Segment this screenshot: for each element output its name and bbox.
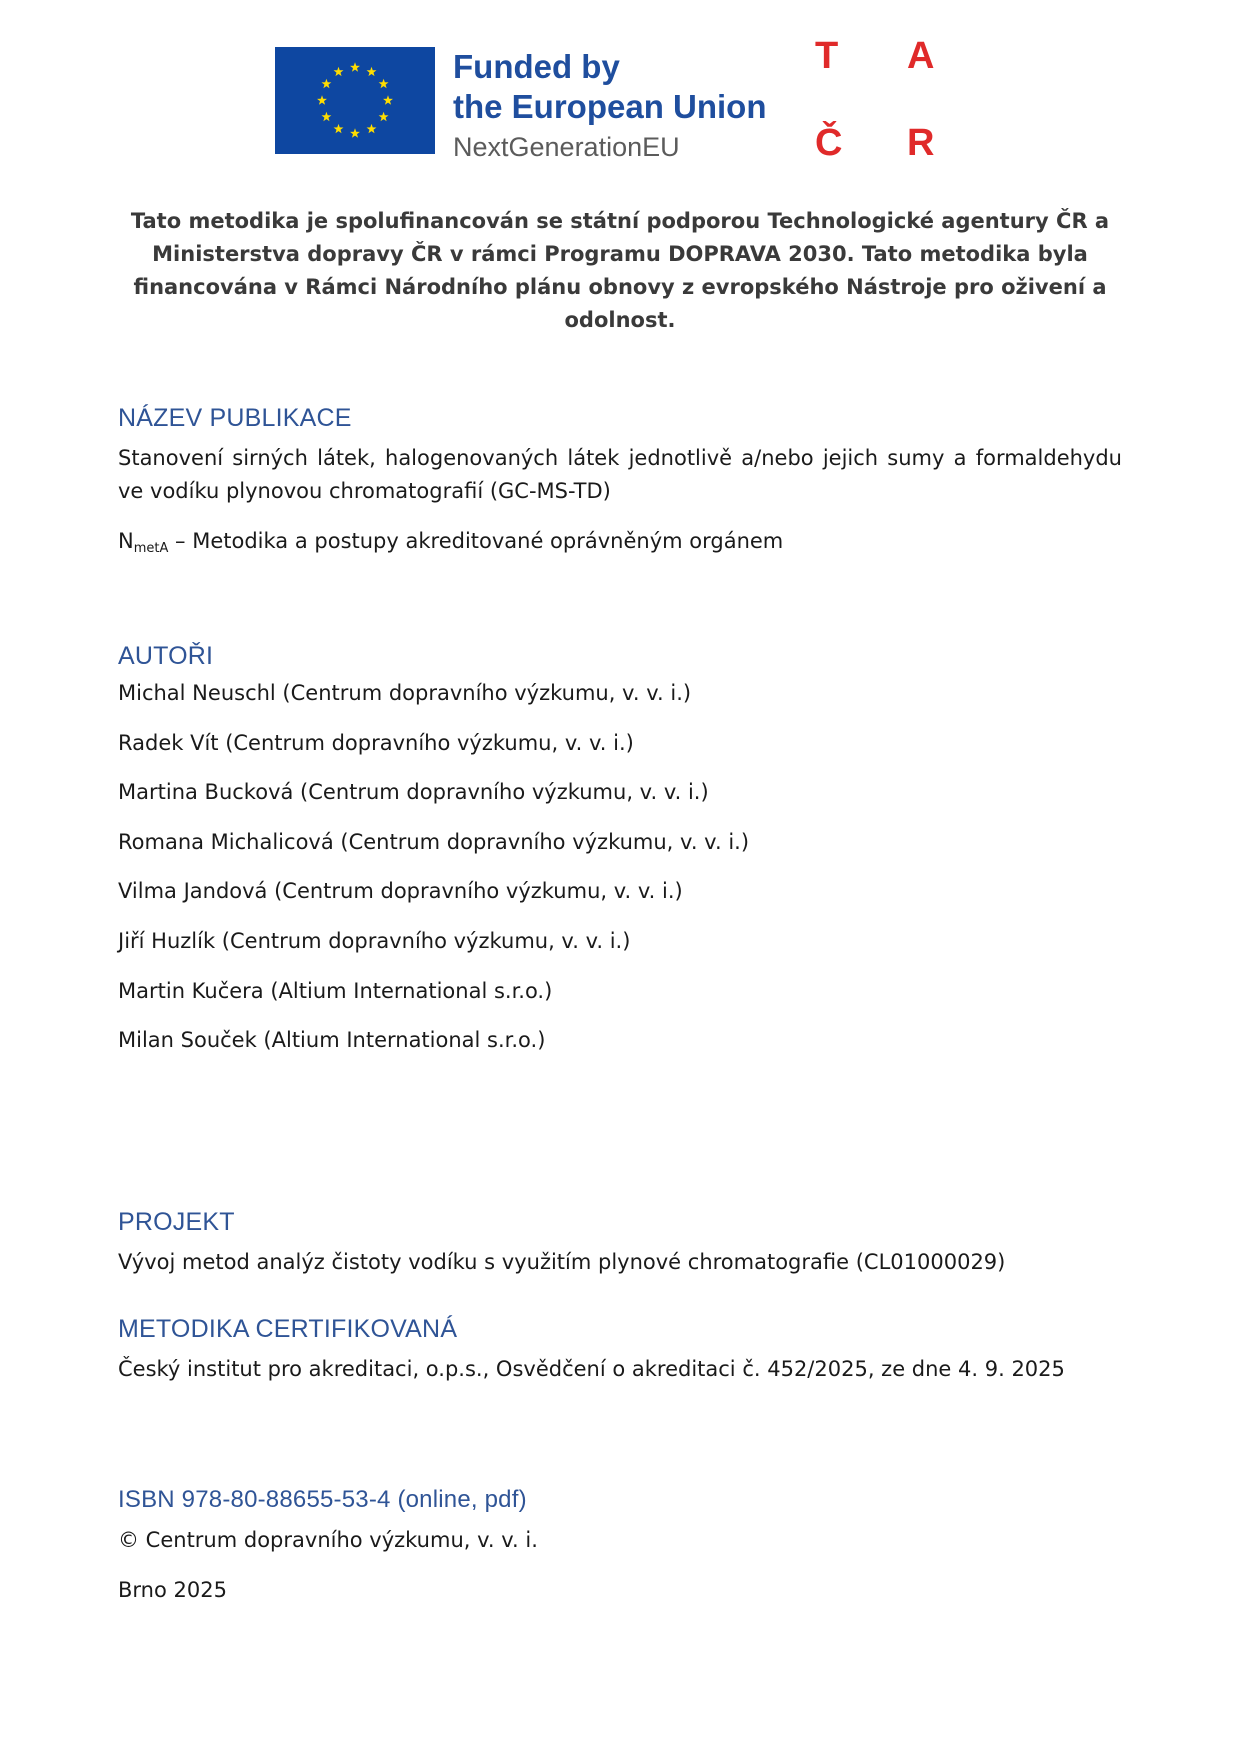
tacr-letter-t: T (815, 35, 839, 77)
eu-star-icon (379, 112, 389, 121)
eu-logo-line-1: Funded by (453, 48, 620, 85)
eu-star-icon (367, 124, 377, 133)
eu-star-icon (334, 124, 344, 133)
eu-funding-logo (275, 47, 775, 162)
eu-star-icon (317, 95, 327, 104)
eu-star-icon (379, 79, 389, 88)
tacr-letter-c: Č (815, 122, 843, 164)
place-year: Brno 2025 (118, 1578, 227, 1602)
publication-type-main: N (118, 529, 134, 553)
tacr-logo (815, 36, 955, 166)
author-item: Michal Neuschl (Centrum dopravního výzkumu, v. v. i.) (118, 681, 692, 705)
author-item: Romana Michalicová (Centrum dopravního výzkumu, v. v. i.) (118, 829, 750, 854)
author-item: Milan Souček (Altium International s.r.o.) (118, 1028, 546, 1053)
eu-star-icon (350, 128, 360, 137)
isbn: ISBN 978-80-88655-53-4 (online, pdf) (118, 1486, 527, 1513)
eu-star-icon (383, 95, 393, 104)
eu-stars-icon (275, 47, 435, 154)
eu-star-icon (350, 62, 360, 71)
project-text: Vývoj metod analýz čistoty vodíku s využitím plynové chromatografie (CL01000029) (118, 1250, 1006, 1274)
eu-star-icon (367, 67, 377, 76)
author-item: Vilma Jandová (Centrum dopravního výzkumu, v. v. i.) (118, 879, 683, 904)
publication-type (118, 525, 783, 565)
author-item: Jiří Huzlík (Centrum dopravního výzkumu, v. v. i.) (118, 928, 631, 953)
funding-note: Tato metodika je spolufinancován se státní podporou Technologické agentury ČR a Ministerstva dopravy ČR v rámci Programu DOPRAVA 2030. Tato metodika byla financována v Rámci Národního plánu obnovy z evropského Nástroje pro oživení a odolnost. (130, 209, 1110, 332)
author-item: Radek Vít (Centrum dopravního výzkumu, v. v. i.) (118, 730, 634, 755)
publication-title: Stanovení sirných látek, halogenovaných látek jednotlivě a/nebo jejich sumy a formaldehydu ve vodíku plynovou chromatografií (GC-MS-TD) (118, 446, 1122, 503)
eu-logo-line-3: NextGenerationEU (453, 132, 680, 162)
eu-star-icon (321, 79, 331, 88)
author-item: Martina Bucková (Centrum dopravního výzkumu, v. v. i.) (118, 780, 709, 805)
eu-star-icon (321, 112, 331, 121)
publication-type-sub: metA (133, 541, 169, 556)
tacr-letter-a: A (907, 35, 935, 77)
tacr-letter-r: R (907, 122, 935, 164)
authors-heading: AUTOŘI (118, 642, 214, 670)
publication-type-text: – Metodika a postupy akreditované oprávněným orgánem (168, 529, 784, 553)
publication-heading: NÁZEV PUBLIKACE (118, 404, 352, 432)
author-item: Martin Kučera (Altium International s.r.o.) (118, 978, 553, 1003)
eu-star-icon (334, 67, 344, 76)
project-heading: PROJEKT (118, 1208, 235, 1236)
eu-flag-icon (275, 47, 435, 154)
eu-logo-text (453, 47, 767, 165)
copyright: © Centrum dopravního výzkumu, v. v. i. (118, 1528, 538, 1552)
eu-logo-line-2: the European Union (453, 88, 767, 125)
authors-list (118, 677, 749, 1074)
certification-heading: METODIKA CERTIFIKOVANÁ (118, 1315, 458, 1343)
certification-text: Český institut pro akreditaci, o.p.s., Osvědčení o akreditaci č. 452/2025, ze dne 4. 9. 2025 (118, 1357, 1065, 1381)
